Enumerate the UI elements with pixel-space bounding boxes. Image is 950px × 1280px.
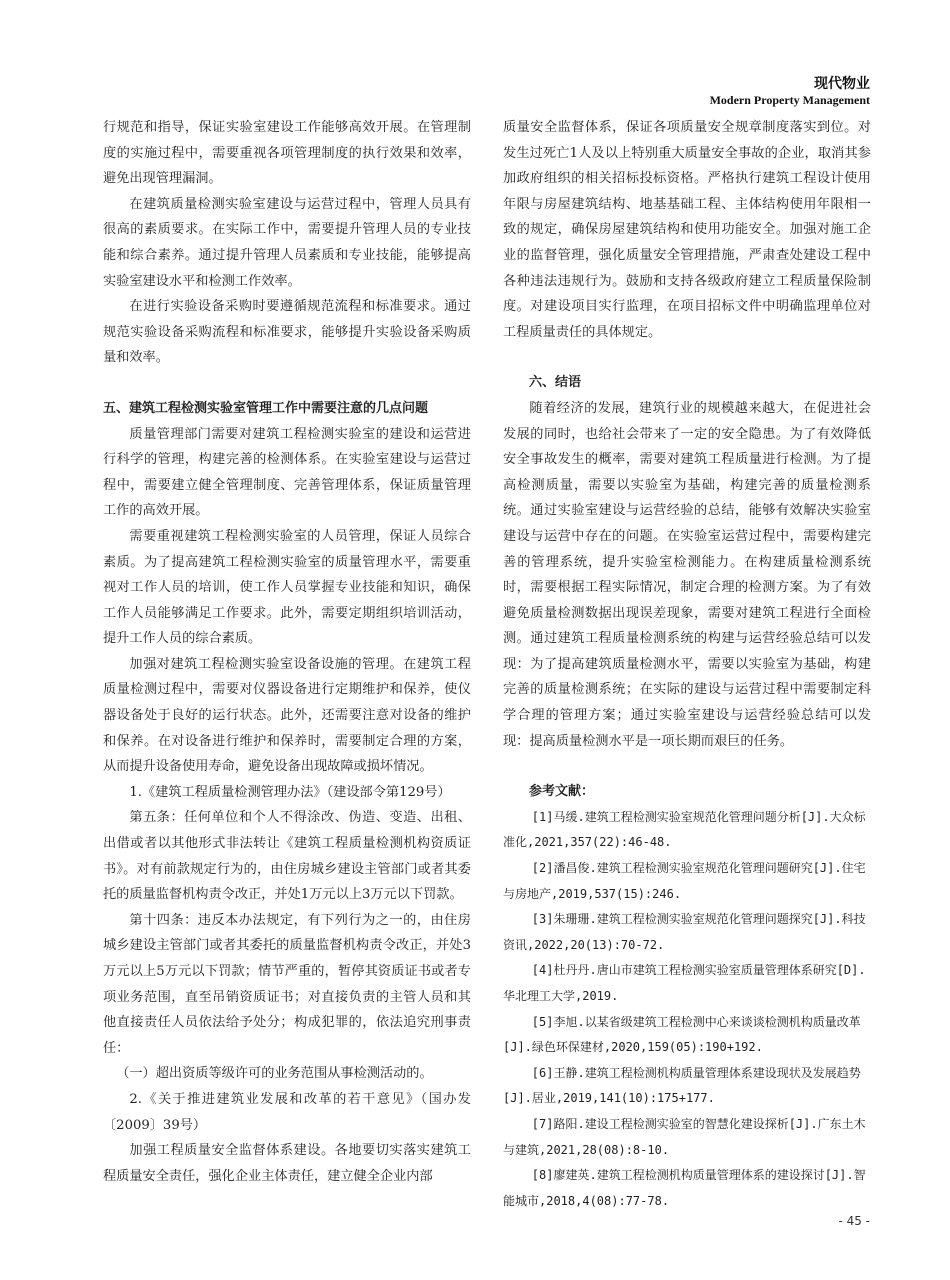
reference-item: [5]李旭.以某省级建筑工程检测中心来谈谈检测机构质量改革[J].绿色环保建材,2020,159(05):190+192.: [503, 1014, 861, 1055]
journal-header: [710, 76, 870, 107]
reference-item: [8]廖建英.建筑工程检测机构质量管理体系的建设探讨[J].智能城市,2018,4(08):77-78.: [503, 1168, 866, 1208]
reference-item: [4]杜丹丹.唐山市建筑工程检测实验室质量管理体系研究[D].华北理工大学,2019.: [503, 963, 866, 1003]
law-article: 第五条：任何单位和个人不得涂改、伪造、变造、出租、出借或者以其他形式非法转让《建筑工程质量检测机构资质证书》。对有前款规定行为的，由住房城乡建设主管部门或者其委托的质量监督机构责令改正，并处1万元以上3万元以下罚款。: [103, 810, 471, 903]
law-citation: 1.《建筑工程质量检测管理办法》（建设部令第129号）: [129, 784, 451, 800]
section-heading-5: 五、建筑工程检测实验室管理工作中需要注意的几点问题: [103, 400, 429, 416]
references-title: 参考文献：: [529, 784, 595, 800]
paragraph: 质量管理部门需要对建筑工程检测实验室的建设和运营进行科学的管理，构建完善的检测体系。在实验室建设与运营过程中，需要建立健全管理制度、完善管理体系，保证质量管理工作的高效开展。: [103, 426, 471, 519]
paragraph: 需要重视建筑工程检测实验室的人员管理，保证人员综合素质。为了提高建筑工程检测实验室的质量管理水平，需要重视对工作人员的培训，使工作人员掌握专业技能和知识，确保工作人员能够满足工作要求。此外，需要定期组织培训活动，提升工作人员的综合素质。: [103, 528, 471, 647]
paragraph: 加强工程质量安全监督体系建设。各地要切实落实建筑工程质量安全责任，强化企业主体责任，建立健全企业内部: [103, 1143, 471, 1184]
reference-item: [6]王静.建筑工程检测机构质量管理体系建设现状及发展趋势[J].居业,2019,141(10):175+177.: [503, 1065, 861, 1106]
section-heading-6: 六、结语: [529, 375, 582, 391]
law-article-item: （一）超出资质等级许可的业务范围从事检测活动的。: [116, 1066, 433, 1082]
reference-item: [2]潘昌俊.建筑工程检测实验室规范化管理问题研究[J].住宅与房地产,2019,537(15):246.: [503, 861, 866, 901]
reference-item: [1]马缓.建筑工程检测实验室规范化管理问题分析[J].大众标准化,2021,357(22):46-48.: [503, 809, 866, 850]
paragraph: 在进行实验设备采购时要遵循规范流程和标准要求。通过规范实验设备采购流程和标准要求，能够提升实验设备采购质量和效率。: [103, 299, 471, 366]
journal-title-en: Modern Property Management: [709, 92, 870, 107]
reference-item: [7]路阳.建设工程检测实验室的智慧化建设探析[J].广东土木与建筑,2021,28(08):8-10.: [503, 1116, 866, 1157]
reference-item: [3]朱珊珊.建筑工程检测实验室规范化管理问题探究[J].科技资讯,2022,20(13):70-72.: [503, 912, 866, 952]
law-article: 第十四条：违反本办法规定，有下列行为之一的，由住房城乡建设主管部门或者其委托的质量监督机构责令改正，并处3万元以上5万元以下罚款；情节严重的，暂停其资质证书或者专项业务范围，直至吊销资质证书；对直接负责的主管人员和其他直接责任人员依法给予处分；构成犯罪的，依法追究刑事责任：: [103, 912, 471, 1056]
paragraph: 行规范和指导，保证实验室建设工作能够高效开展。在管理制度的实施过程中，需要重视各项管理制度的执行效果和效率，避免出现管理漏洞。: [103, 120, 471, 187]
page-number: - 45 -: [838, 1214, 870, 1228]
left-column: [103, 115, 471, 1189]
reference-list: [503, 805, 871, 1215]
paragraph: 随着经济的发展，建筑行业的规模越来越大，在促进社会发展的同时，也给社会带来了一定的安全隐患。为了有效降低安全事故发生的概率，需要对建筑工程质量进行检测。为了提高检测质量，需要以实验室为基础，构建完善的质量检测系统。通过实验室建设与运营经验的总结，能够有效解决实验室建设与运营中存在的问题。在实验室运营过程中，需要构建完善的管理系统，提升实验室检测能力。在构建质量检测系统时，需要根据工程实际情况，制定合理的检测方案。为了有效避免质量检测数据出现误差现象，需要对建筑工程进行全面检测。通过建筑工程质量检测系统的构建与运营经验总结可以发现：为了提高建筑质量检测水平，需要以实验室为基础，构建完善的质量检测系统；在实际的建设与运营过程中需要制定科学合理的管理方案；通过实验室建设与运营经验总结可以发现：提高质量检测水平是一项长期而艰巨的任务。: [503, 400, 871, 749]
journal-title-cn: 现代物业: [814, 76, 870, 92]
paragraph: 在建筑质量检测实验室建设与运营过程中，管理人员具有很高的素质要求。在实际工作中，需要提升管理人员的专业技能和综合素养。通过提升管理人员素质和专业技能，能够提高实验室建设水平和检测工作效率。: [103, 196, 471, 289]
paragraph: 加强对建筑工程检测实验室设备设施的管理。在建筑工程质量检测过程中，需要对仪器设备进行定期维护和保养，使仪器设备处于良好的运行状态。此外，还需要注意对设备的维护和保养。在对设备进行维护和保养时，需要制定合理的方案，从而提升设备使用寿命，避免设备出现故障或损坏情况。: [103, 656, 471, 775]
right-column: [503, 115, 871, 1214]
paragraph: 质量安全监督体系，保证各项质量安全规章制度落实到位。对发生过死亡1人及以上特别重大质量安全事故的企业，取消其参加政府组织的相关招标投标资格。严格执行建筑工程设计使用年限与房屋建筑结构、地基基础工程、主体结构使用年限相一致的规定，确保房屋建筑结构和使用功能安全。加强对施工企业的监督管理，强化质量安全管理措施，严肃查处建设工程中各种违法违规行为。鼓励和支持各级政府建立工程质量保险制度。对建设项目实行监理，在项目招标文件中明确监理单位对工程质量责任的具体规定。: [503, 120, 871, 340]
law-citation: 2.《关于推进建筑业发展和改革的若干意见》（国办发〔2009〕39号）: [103, 1091, 471, 1133]
